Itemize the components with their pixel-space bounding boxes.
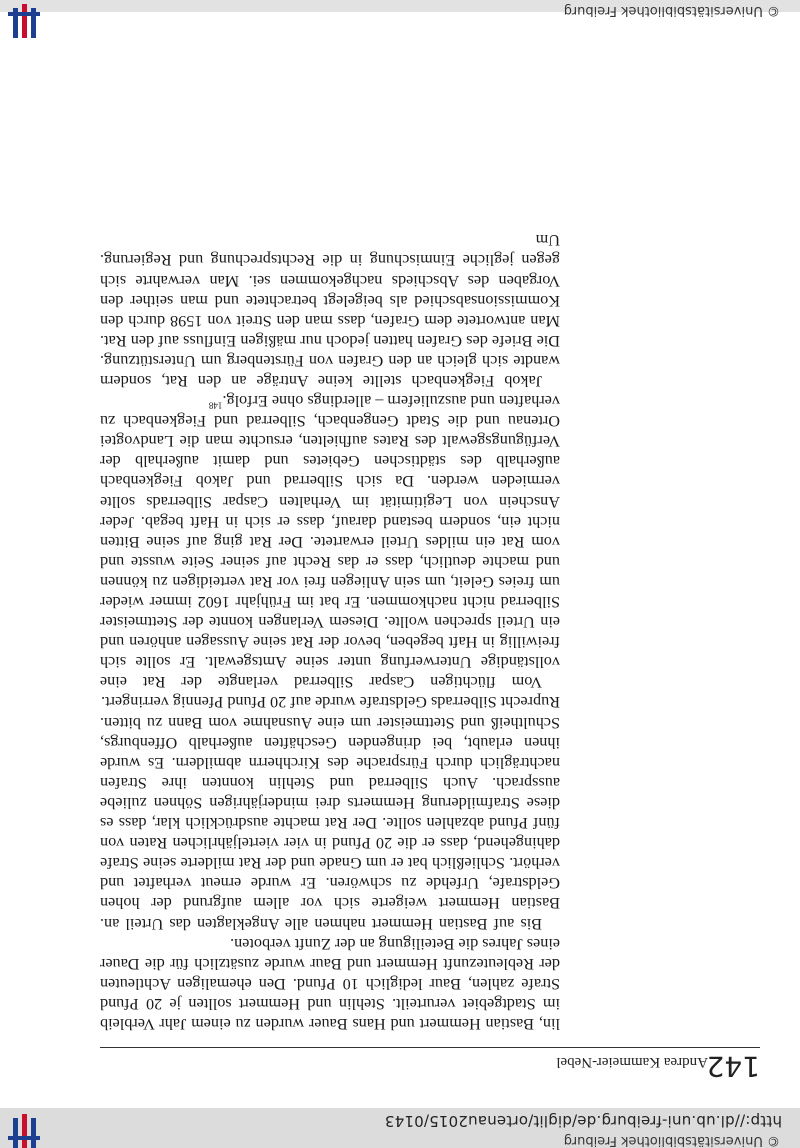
page-number: 142 [706, 1050, 760, 1083]
running-head: Andrea Kammeier-Nebel [556, 1054, 708, 1070]
paragraph-3-text: Vom flüchtigen Caspar Silberrad verlangte der Rat eine vollständige Unterwerfung unter seine Amtsgewalt. Er sollte sich freiwillig in Haft begeben, bevor der Rat seine Aussagen anhören und ein Urteil sprechen wollte. Diesem Verlangen konnte der Stettmeister Silberrad nicht nachkommen. Er bat im Frühjahr 1602 immer wieder um freies Geleit, um sein Anliegen frei vor Rat verteidigen zu können und machte deutlich, dass er das Recht auf seiner Seite wusste und vom Rat ein mildes Urteil erwartete. Der Rat ging auf seine Bitten nicht ein, sondern bestand darauf, dass er sich in Haft begab. Jeder Anschein von Legitimität im Verhalten Caspar Silberrads sollte vermieden werden. Da sich Silberrad und Jakob Fiegkenbach außerhalb des städtischen Gebietes und damit außerhalb der Verfügungsgewalt des Rates aufhielten, ersuchte man die Landvogtei Ortenau und die Stadt Gengenbach, Silberrad und Fiegkenbach zu verhaften und auszuliefern – allerdings ohne Erfolg. [100, 392, 560, 692]
library-logo-bottom-icon [4, 4, 44, 38]
paragraph-2: Bis auf Bastian Hemmert nahmen alle Angeklagten das Urteil an. Bastian Hemmert weigerte sich vor allem aufgrund der hohen Geldstrafe, Urfehde zu schwören. Er wurde erneut verhaftet und verhört. Schließlich bat er um Gnade und der Rat milderte seine Strafe dahingehend, dass er die 20 Pfund in vier vierteljährlichen Raten von fünf Pfund abzahlen sollte. Der Rat machte ausdrücklich klar, dass es diese Strafmilderung Hemmerts drei minderjährigen Söhnen zuliebe aussprach. Auch Silberrad und Stehlin konnten ihre Strafen nachträglich durch Fürsprache des Kirchherrn abmildern. Es wurde ihnen erlaubt, bei dringenden Geschäften außerhalb Offenburgs, Schultheiß und Stettmeister um eine Ausnahme vom Bann zu bitten. Ruprecht Silberrads Geldstrafe wurde auf 20 Pfund Pfennig verringert. [100, 693, 560, 933]
copyright-notice: © Universitätsbibliothek Freiburg [563, 1133, 780, 1148]
source-bar-bottom [0, 0, 800, 18]
footnote-reference: 148 [208, 400, 223, 411]
paragraph-4: Jakob Fiegkenbach stellte keine Anträge an den Rat, sondern wandte sich gleich an den Grafen von Fürstenberg um Unterstützung. Die Briefe des Grafen hatten jedoch nur mäßigen Einfluss auf den Rat. Man antwortete dem Grafen, dass man den Streit von 1598 durch den Kommissionsabschied als beigelegt betrachtete und man seither den Vorgaben des Abschieds nachgekommen sei. Man verwahrte sich gegen jegliche Einmischung in die Rechtsprechung und Regierung. Um [100, 231, 560, 390]
paragraph-3 [100, 391, 560, 692]
paragraph-1: lin, Bastian Hemmert und Hans Bauer wurden zu einem Jahr Verbleib im Stadtgebiet verurteilt. Stehlin und Hemmert sollten je 20 Pfund Strafe zahlen, Baur lediglich 10 Pfund. Den ehemaligen Achtleuten der Rebleutezunft Hemmert und Baur wurde zusätzlich für die Dauer eines Jahres die Beteiligung an der Zunft verboten. [100, 934, 560, 1033]
source-url[interactable]: http://dl.ub.uni-freiburg.de/diglit/ortenau2015/0143 [384, 1112, 782, 1130]
body-text [100, 230, 560, 1034]
copyright-notice-bottom: © Universitätsbibliothek Freiburg [563, 3, 780, 18]
source-bar-top [0, 1108, 800, 1148]
page-header [100, 1047, 760, 1088]
library-logo-icon [4, 1114, 44, 1148]
